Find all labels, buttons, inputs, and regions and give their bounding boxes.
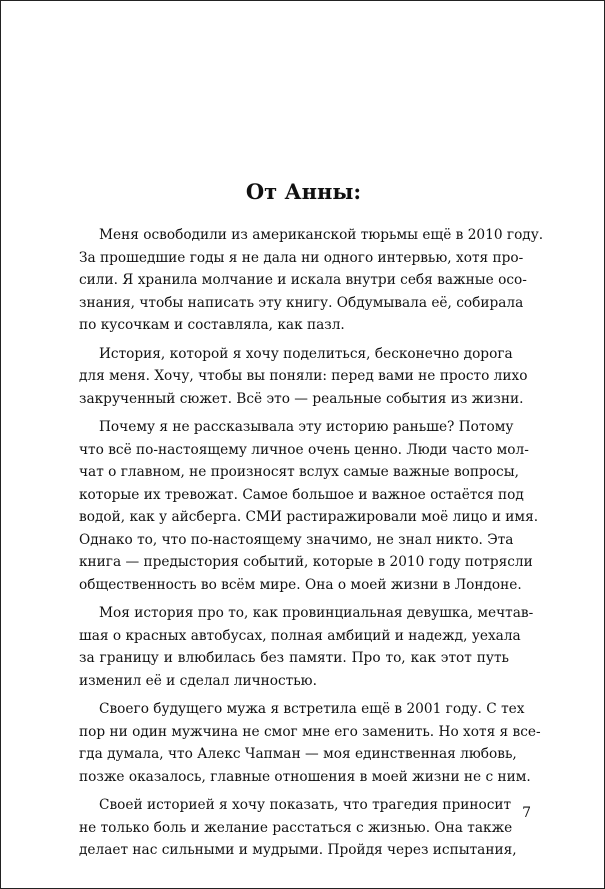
text-line: сили. Я хранила молчание и искала внутри себя важные осо- [79, 272, 527, 288]
text-line: делает нас сильными и мудрыми. Пройдя через испытания, [79, 842, 517, 858]
text-line: История, которой я хочу поделиться, бесконечно дорога [99, 345, 513, 362]
text-line: гда думала, что Алекс Чапман — моя единственная любовь, [79, 746, 517, 762]
body-text [79, 224, 544, 868]
page-number: 7 [522, 805, 531, 821]
text-line: За прошедшие годы я не дала ни одного интервью, хотя про- [79, 249, 524, 266]
text-line: чат о главном, не произносят вслух самые важные вопросы, [79, 464, 519, 480]
paragraph [79, 416, 539, 596]
text-line: Однако то, что по-настоящему значимо, не знал никто. Эта [79, 531, 514, 548]
paragraph [79, 343, 528, 411]
text-line: пор ни один мужчина не смог мне его заменить. Но хотя я все- [79, 723, 541, 740]
text-line: водой, как у айсберга. СМИ растиражировали моё лицо и имя. [79, 509, 539, 525]
text-line: Меня освободили из американской тюрьмы ещё в 2010 году. [99, 227, 544, 243]
text-line: Моя история про то, как провинциальная девушка, мечтав- [99, 605, 534, 621]
text-line: Своего будущего мужа я встретила ещё в 2001 году. С тех [99, 701, 525, 717]
text-line: по кусочкам и составляла, как пазл. [79, 317, 345, 333]
text-line: которые их тревожат. Самое большое и важное остаётся под [79, 486, 524, 503]
text-line: закрученный сюжет. Всё это — реальные события из жизни. [79, 390, 524, 407]
paragraph [79, 794, 517, 862]
text-line: шая о красных автобусах, полная амбиций и надежд, уехала [79, 627, 521, 644]
text-line: позже оказалось, главные отношения в моей жизни не с ним. [79, 768, 531, 785]
text-line: книга — предыстория событий, которые в 2010 году потрясли [79, 554, 533, 570]
text-line: за границу и влюбилась без памяти. Про то, как этот путь [79, 650, 509, 666]
text-line: не только боль и желание расстаться с жизнью. Она также [79, 819, 513, 836]
text-line: для меня. Хочу, чтобы вы поняли: перед вами не просто лихо [79, 368, 528, 384]
text-line: что всё по-настоящему личное очень ценно. Люди часто мол- [79, 441, 529, 458]
text-line: изменил её и сделал личностью. [79, 672, 317, 689]
text-line: знания, чтобы написать эту книгу. Обдумывала её, собирала [79, 294, 524, 311]
chapter-heading: От Анны: [245, 179, 362, 204]
paragraph [79, 698, 541, 788]
text-line: Своей историей я хочу показать, что трагедия приносит [99, 797, 512, 813]
paragraph [79, 602, 534, 692]
paragraph [79, 224, 544, 337]
text-line: общественность во всём мире. Она о моей жизни в Лондоне. [79, 576, 522, 593]
text-line: Почему я не рассказывала эту историю раньше? Потому [99, 419, 514, 435]
